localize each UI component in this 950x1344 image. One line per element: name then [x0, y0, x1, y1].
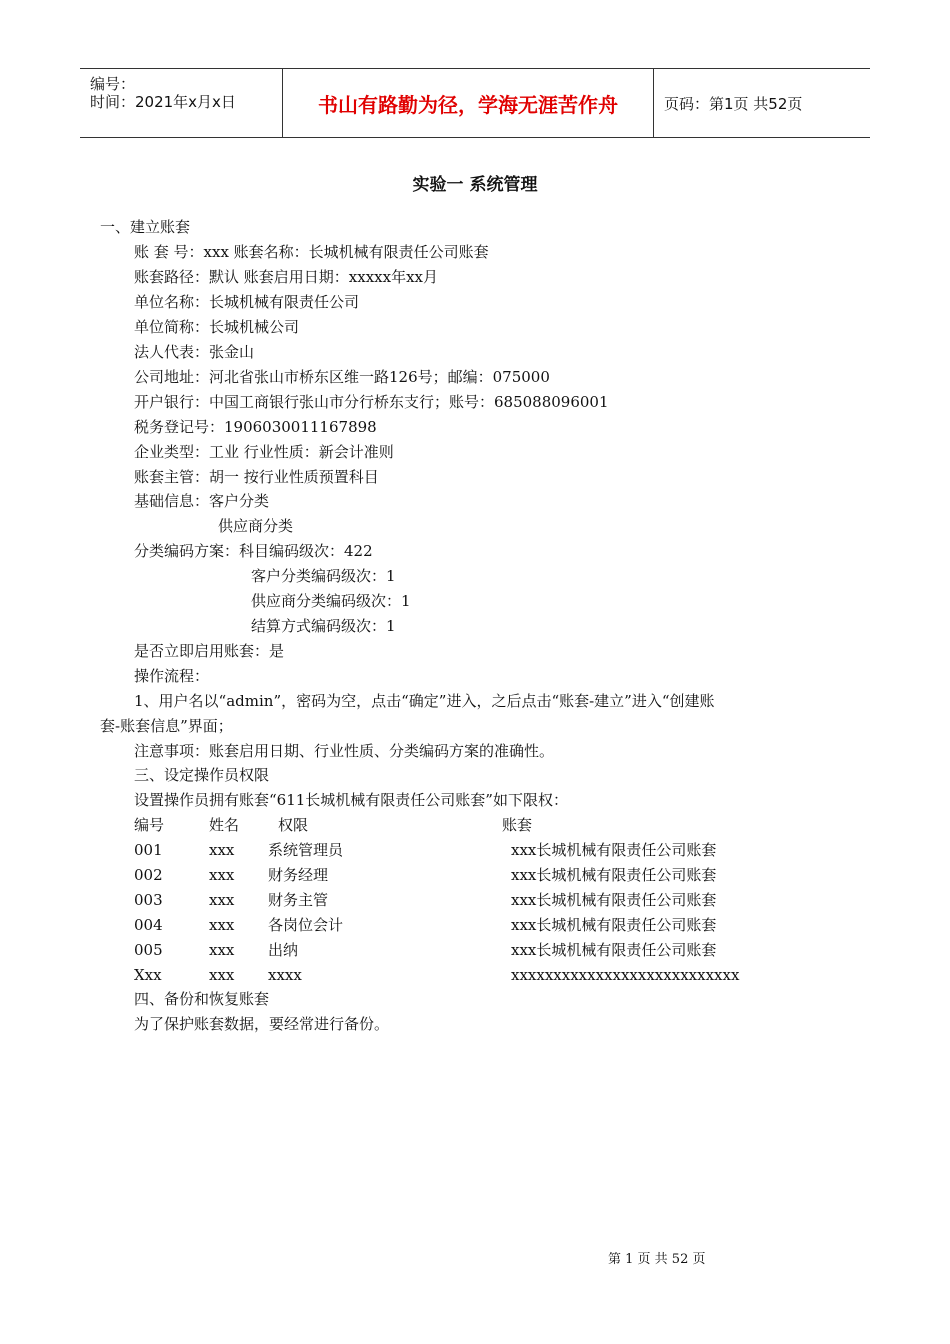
- table-cell: 003: [134, 891, 163, 909]
- table-header-cell: 姓名: [209, 816, 240, 834]
- header-motto: 书山有路勤为径，学海无涯苦作舟: [283, 69, 654, 137]
- table-cell: 财务经理: [268, 866, 329, 884]
- header-page-info: 页码：第1页 共52页: [664, 94, 803, 113]
- page-footer: 第 1 页 共 52 页: [608, 1252, 706, 1267]
- table-header-cell: 编号: [134, 816, 165, 834]
- text-line: 是否立即启用账套：是: [134, 642, 285, 660]
- text-line: 为了保护账套数据，要经常进行备份。: [134, 1015, 390, 1033]
- table-header-cell: 账套: [502, 816, 533, 834]
- table-cell: Xxx: [134, 966, 162, 984]
- table-cell: 各岗位会计: [268, 916, 344, 934]
- text-line: 设置操作员拥有账套“611长城机械有限责任公司账套”如下限权：: [134, 791, 568, 809]
- text-line: 供应商分类: [218, 517, 294, 535]
- text-line: 单位简称：长城机械公司: [134, 318, 300, 336]
- text-line: 供应商分类编码级次：1: [251, 592, 411, 610]
- page-header: [80, 68, 870, 138]
- text-line: 账套主管：胡一 按行业性质预置科目: [134, 468, 379, 486]
- number-label: 编号：: [90, 75, 136, 93]
- table-cell: xxxx: [268, 966, 302, 984]
- text-line: 单位名称：长城机械有限责任公司: [134, 293, 360, 311]
- table-cell: 004: [134, 916, 163, 934]
- table-cell: xxx: [209, 916, 235, 934]
- table-cell: 系统管理员: [268, 841, 344, 859]
- table-cell: 002: [134, 866, 163, 884]
- text-line: 客户分类编码级次：1: [251, 567, 396, 585]
- text-line: 账 套 号：xxx 账套名称：长城机械有限责任公司账套: [134, 243, 489, 261]
- text-line: 操作流程：: [134, 667, 210, 685]
- table-header-cell: 权限: [278, 816, 309, 834]
- table-cell: xxx: [209, 841, 235, 859]
- text-line: 企业类型：工业 行业性质：新会计准则: [134, 443, 394, 461]
- table-cell: xxx: [209, 966, 235, 984]
- table-cell: 财务主管: [268, 891, 329, 909]
- text-line: 注意事项：账套启用日期、行业性质、分类编码方案的准确性。: [134, 742, 555, 760]
- table-cell: 出纳: [268, 941, 299, 959]
- table-cell: xxx长城机械有限责任公司账套: [511, 866, 717, 884]
- table-cell: xxx: [209, 941, 235, 959]
- table-cell: 005: [134, 941, 163, 959]
- table-cell: xxx长城机械有限责任公司账套: [511, 941, 717, 959]
- table-cell: 001: [134, 841, 163, 859]
- text-line: 税务登记号：1906030011167898: [134, 418, 377, 436]
- table-cell: xxx长城机械有限责任公司账套: [511, 891, 717, 909]
- table-cell: xxxxxxxxxxxxxxxxxxxxxxxxxxx: [511, 966, 740, 984]
- text-line: 开户银行：中国工商银行张山市分行桥东支行；账号：685088096001: [134, 393, 609, 411]
- text-line: 分类编码方案：科目编码级次：422: [134, 542, 373, 560]
- document-title: 实验一 系统管理: [412, 175, 538, 195]
- text-line: 一、建立账套: [100, 218, 191, 236]
- header-meta: [80, 69, 283, 137]
- table-cell: xxx长城机械有限责任公司账套: [511, 916, 717, 934]
- table-cell: xxx: [209, 866, 235, 884]
- table-cell: xxx: [209, 891, 235, 909]
- text-line: 1、用户名以“admin”，密码为空，点击“确定”进入，之后点击“账套-建立”进入“创建账: [134, 692, 715, 710]
- text-line: 账套路径：默认 账套启用日期：xxxxx年xx月: [134, 268, 438, 286]
- text-line: 四、备份和恢复账套: [134, 990, 270, 1008]
- table-cell: xxx长城机械有限责任公司账套: [511, 841, 717, 859]
- text-line: 法人代表：张金山: [134, 343, 255, 361]
- text-line: 结算方式编码级次：1: [251, 617, 396, 635]
- time-label: 时间：2021年x月x日: [90, 93, 236, 111]
- text-line: 基础信息：客户分类: [134, 492, 270, 510]
- text-line: 三、设定操作员权限: [134, 766, 270, 784]
- text-line: 套-账套信息”界面；: [100, 717, 233, 735]
- text-line: 公司地址：河北省张山市桥东区维一路126号；邮编：075000: [134, 368, 550, 386]
